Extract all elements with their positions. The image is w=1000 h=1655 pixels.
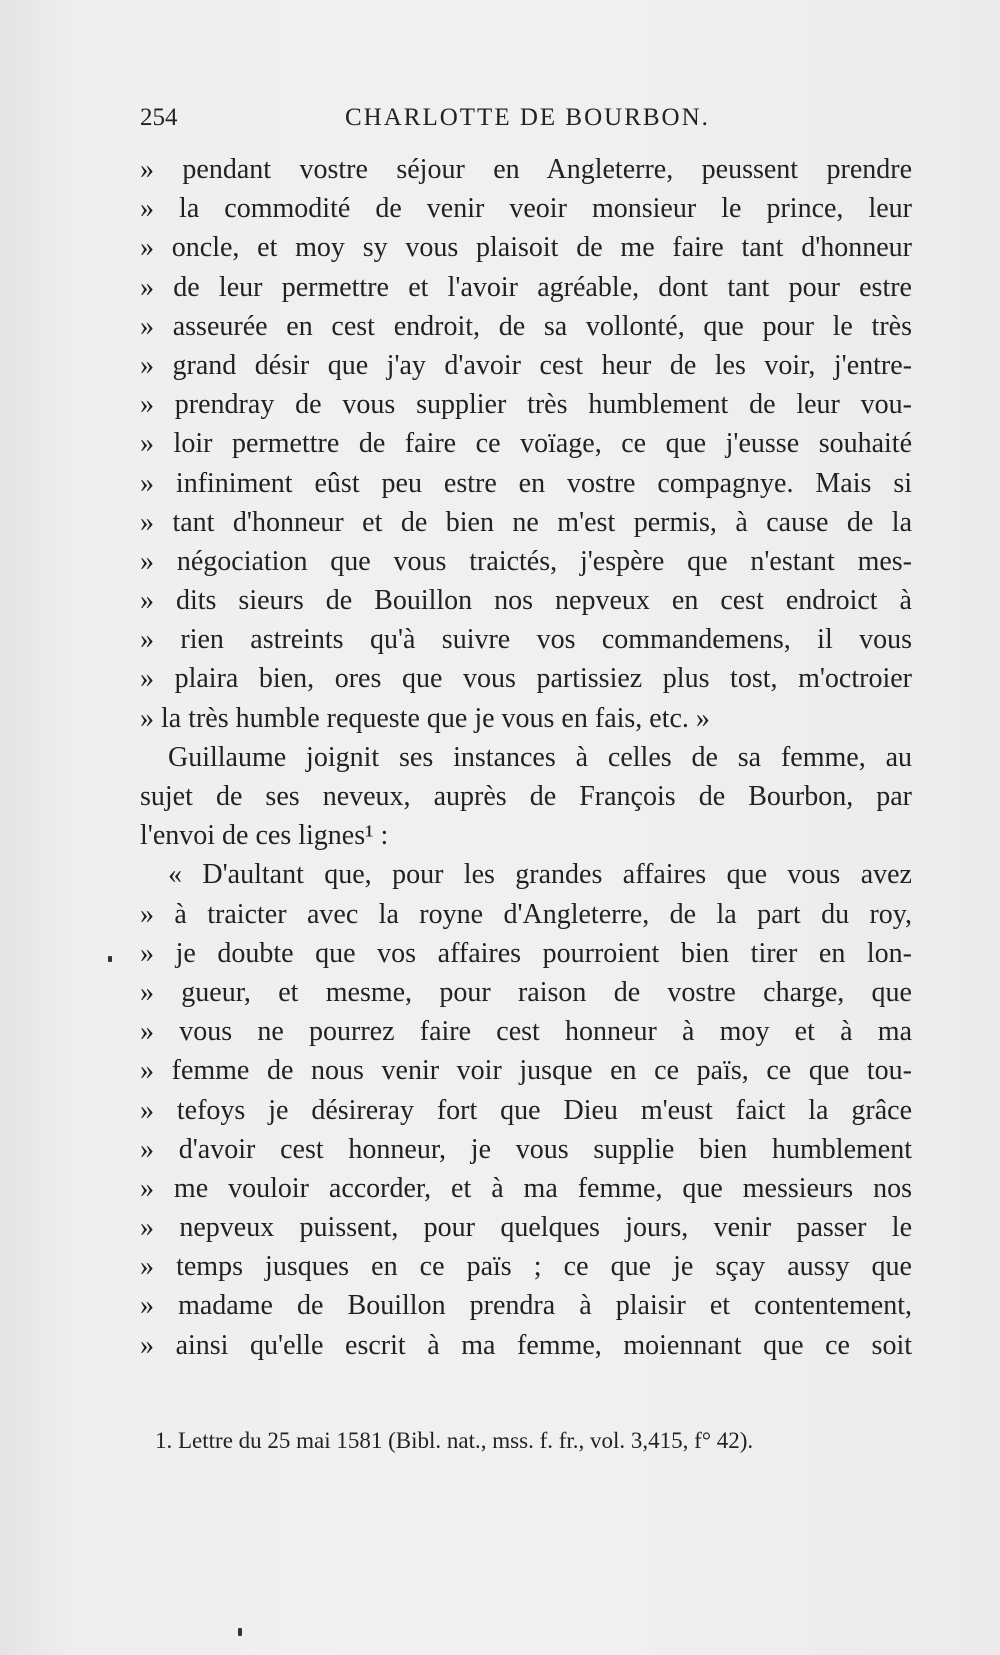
text-line: » d'avoir cest honneur, je vous supplie bien humblement <box>140 1133 912 1165</box>
text-line: » prendray de vous supplier très humblement de leur vou- <box>140 389 912 421</box>
text-line: » madame de Bouillon prendra à plaisir et contentement, <box>140 1290 912 1322</box>
text-line: » grand désir que j'ay d'avoir cest heur de les voir, j'entre- <box>140 349 912 381</box>
text-line: » de leur permettre et l'avoir agréable, dont tant pour estre <box>140 271 912 303</box>
text-line: » négociation que vous traictés, j'espère que n'estant mes- <box>140 545 912 577</box>
text-line: » nepveux puissent, pour quelques jours, venir passer le <box>140 1212 912 1244</box>
text-line: » tefoys je désireray fort que Dieu m'eust faict la grâce <box>140 1094 912 1126</box>
running-title: CHARLOTTE DE BOURBON. <box>345 104 710 131</box>
text-line: » loir permettre de faire ce voïage, ce que j'eusse souhaité <box>140 428 912 460</box>
text-line: » gueur, et mesme, pour raison de vostre charge, que <box>140 976 912 1008</box>
text-line: » asseurée en cest endroit, de sa vollonté, que pour le très <box>140 310 912 342</box>
text-line: » ainsi qu'elle escrit à ma femme, moiennant que ce soit <box>140 1329 912 1361</box>
text-line: » vous ne pourrez faire cest honneur à moy et à ma <box>140 1016 912 1048</box>
text-line: » femme de nous venir voir jusque en ce païs, ce que tou- <box>140 1055 912 1087</box>
quote-first-line: « D'aultant que, pour les grandes affaires que vous avez <box>168 859 912 891</box>
text-line: » pendant vostre séjour en Angleterre, peussent prendre <box>140 154 912 185</box>
text-line: » rien astreints qu'à suivre vos commandemens, il vous <box>140 624 912 656</box>
text-line: » me vouloir accorder, et à ma femme, que messieurs nos <box>140 1172 912 1204</box>
text-line: » temps jusques en ce païs ; ce que je sçay aussy que <box>140 1251 912 1283</box>
text-line: » la très humble requeste que je vous en fais, etc. » <box>140 702 710 734</box>
page-header <box>140 104 912 140</box>
paragraph-first-line: Guillaume joignit ses instances à celles de sa femme, au <box>168 741 912 773</box>
text-line: » tant d'honneur et de bien ne m'est permis, à cause de la <box>140 506 912 538</box>
text-line: » à traicter avec la royne d'Angleterre, de la part du roy, <box>140 898 912 930</box>
text-line: sujet de ses neveux, auprès de François de Bourbon, par <box>140 781 912 812</box>
page-number: 254 <box>140 104 178 131</box>
text-line: » la commodité de venir veoir monsieur le prince, leur <box>140 193 912 225</box>
text-line: » je doubte que vos affaires pourroient bien tirer en lon- <box>140 937 912 969</box>
text-line: » dits sieurs de Bouillon nos nepveux en cest endroict à <box>140 585 912 617</box>
text-line: » oncle, et moy sy vous plaisoit de me faire tant d'honneur <box>140 232 912 264</box>
ink-speck <box>238 1628 242 1636</box>
text-line: » plaira bien, ores que vous partissiez plus tost, m'octroier <box>140 663 912 695</box>
footnote: 1. Lettre du 25 mai 1581 (Bibl. nat., mss. f. fr., vol. 3,415, f° 42). <box>155 1428 754 1453</box>
text-line: » infiniment eûst peu estre en vostre compagnye. Mais si <box>140 467 912 499</box>
body-text <box>140 150 912 1365</box>
text-line: l'envoi de ces lignes¹ : <box>140 820 389 852</box>
ink-speck <box>108 956 112 962</box>
